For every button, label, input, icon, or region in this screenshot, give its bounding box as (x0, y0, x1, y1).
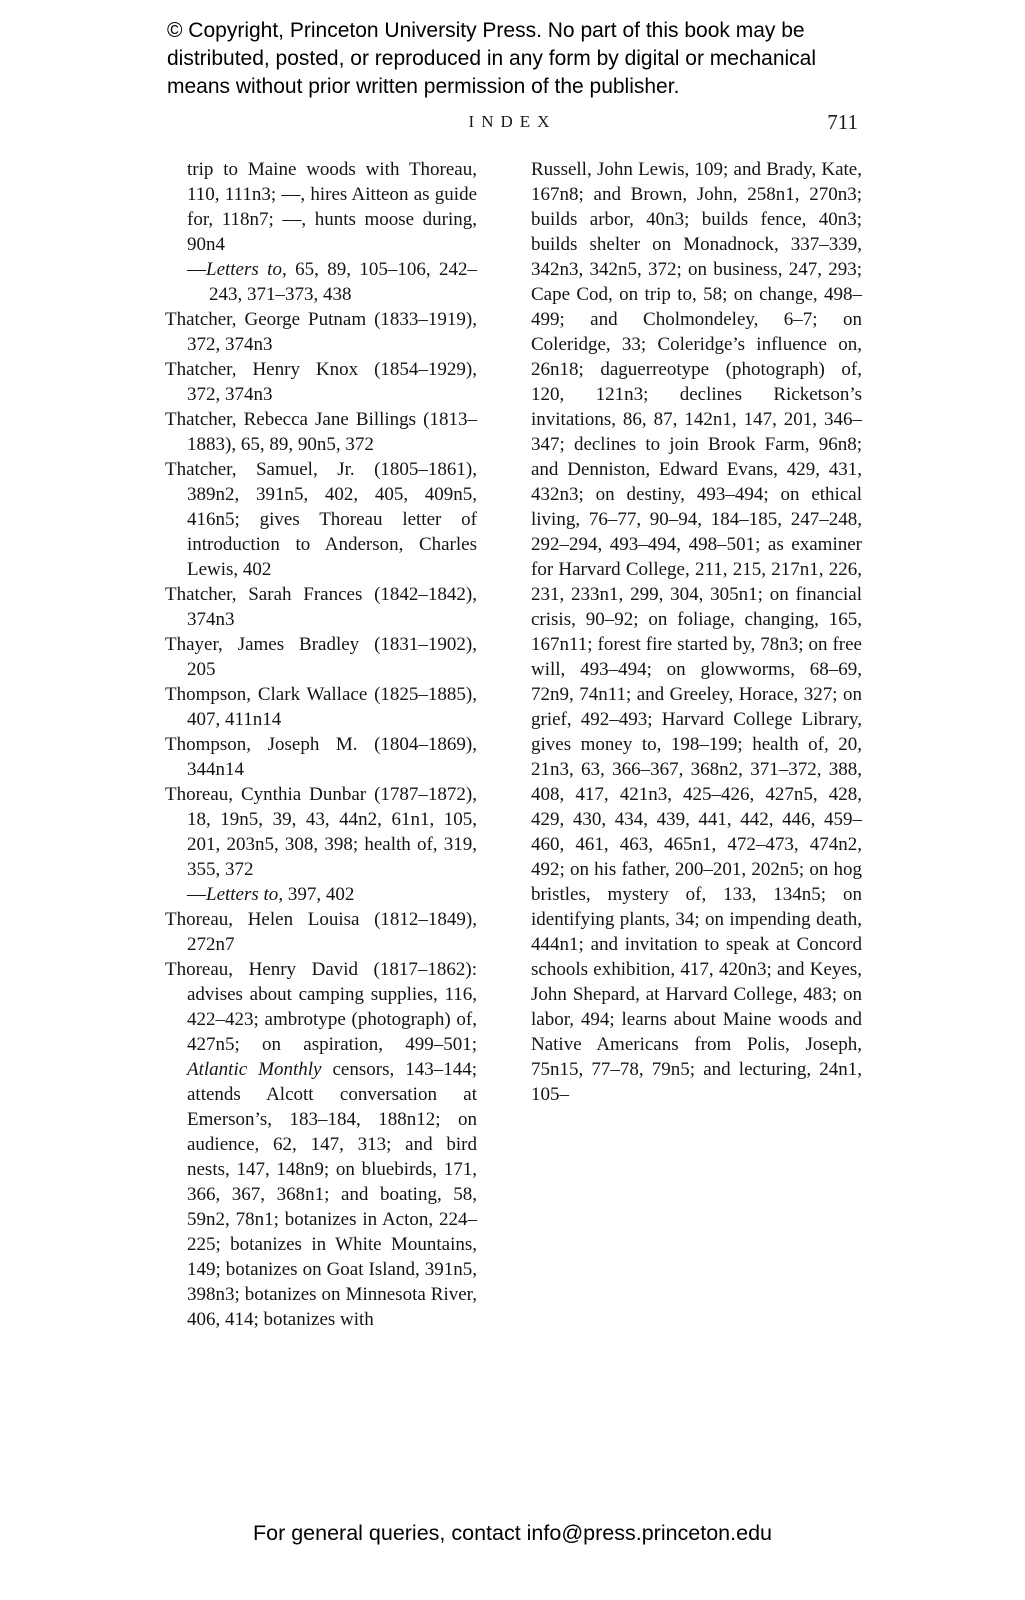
page-number: 711 (827, 110, 858, 134)
index-entry-italic-text: Letters to (206, 884, 279, 905)
index-entry-text: Thoreau, Henry David (1817–1862): advises about camping supplies, 116, 422–423; ambrotype (photograph) of, 427n5; on aspiration, 499–501; (165, 959, 477, 1055)
copyright-line: means without prior written permission of the publisher. (167, 75, 680, 98)
copyright-line: distributed, posted, or reproduced in any form by digital or mechanical (167, 47, 817, 70)
index-entry (165, 957, 477, 1332)
index-entry (165, 782, 477, 882)
index-left-column (165, 157, 477, 1332)
index-entry (165, 307, 477, 357)
copyright-line: © Copyright, Princeton University Press. No part of this book may be (167, 19, 805, 42)
index-entry-text: Thatcher, Henry Knox (1854–1929), 372, 374n3 (165, 359, 477, 405)
index-entry-text: Thatcher, Samuel, Jr. (1805–1861), 389n2, 391n5, 402, 405, 409n5, 416n5; gives Thoreau letter of introduction to Anderson, Charles Lewis, 402 (165, 459, 477, 580)
index-entry (165, 357, 477, 407)
index-entry (165, 632, 477, 682)
index-entry (165, 582, 477, 632)
index-entry (165, 457, 477, 582)
index-entry-text: censors, 143–144; attends Alcott conversation at Emerson’s, 183–184, 188n12; on audience, 62, 147, 313; and bird nests, 147, 148n9; on bluebirds, 171, 366, 367, 368n1; and boating, 58, 59n2, 78n1; botanizes in Acton, 224–225; botanizes in White Mountains, 149; botanizes on Goat Island, 391n5, 398n3; botanizes on Minnesota River, 406, 414; botanizes with (187, 1059, 477, 1330)
index-entry (165, 732, 477, 782)
index-entry-text: Thatcher, Rebecca Jane Billings (1813–1883), 65, 89, 90n5, 372 (165, 409, 477, 455)
index-columns (165, 157, 862, 1332)
index-entry (165, 682, 477, 732)
index-entry (165, 407, 477, 457)
index-entry-text: , 397, 402 (278, 884, 355, 905)
index-entry (165, 882, 477, 907)
index-entry (165, 157, 477, 257)
index-title: INDEX (468, 112, 557, 131)
index-entry-italic-text: Atlantic Monthly (187, 1059, 322, 1080)
index-right-column (531, 157, 862, 1332)
index-entry-text: Thompson, Joseph M. (1804–1869), 344n14 (165, 734, 477, 780)
index-entry-italic-text: Letters to (206, 259, 282, 280)
index-entry (531, 157, 862, 1107)
index-entry (165, 257, 477, 307)
footer-contact: For general queries, contact info@press.princeton.edu (252, 1521, 772, 1545)
index-entry-text: trip to Maine woods with Thoreau, 110, 111n3; —, hires Aitteon as guide for, 118n7; —, hunts moose during, 90n4 (187, 159, 477, 255)
copyright-notice (167, 17, 857, 101)
index-entry-text: — (187, 259, 206, 280)
index-entry-text: Thatcher, Sarah Frances (1842–1842), 374n3 (165, 584, 477, 630)
index-entry-text: Thoreau, Helen Louisa (1812–1849), 272n7 (165, 909, 477, 955)
index-entry-text: Thatcher, George Putnam (1833–1919), 372, 374n3 (165, 309, 477, 355)
index-entry-text: Thoreau, Cynthia Dunbar (1787–1872), 18, 19n5, 39, 43, 44n2, 61n1, 105, 201, 203n5, 308, 398; health of, 319, 355, 372 (165, 784, 477, 880)
index-entry-text: Russell, John Lewis, 109; and Brady, Kate, 167n8; and Brown, John, 258n1, 270n3; builds arbor, 40n3; builds fence, 40n3; builds shelter on Monadnock, 337–339, 342n3, 342n5, 372; on business, 247, 293; Cape Cod, on trip to, 58; on change, 498–499; and Cholmondeley, 6–7; on Coleridge, 33; Coleridge’s influence on, 26n18; daguerreotype (photograph) of, 120, 121n3; declines Ricketson’s invitations, 86, 87, 142n1, 147, 201, 346–347; declines to join Brook Farm, 96n8; and Denniston, Edward Evans, 429, 431, 432n3; on destiny, 493–494; on ethical living, 76–77, 90–94, 184–185, 247–248, 292–294, 493–494, 498–501; as examiner for Harvard College, 211, 215, 217n1, 226, 231, 233n1, 299, 304, 305n1; on financial crisis, 90–92; on foliage, changing, 165, 167n11; forest fire started by, 78n3; on free will, 493–494; on glowworms, 68–69, 72n9, 74n11; and Greeley, Horace, 327; on grief, 492–493; Harvard College Library, gives money to, 198–199; health of, 20, 21n3, 63, 366–367, 368n2, 371–372, 388, 408, 417, 421n3, 425–426, 427n5, 428, 429, 430, 434, 439, 441, 442, 446, 459–460, 461, 463, 465n1, 472–473, 474n2, 492; on his father, 200–201, 202n5; on hog bristles, mystery of, 133, 134n5; on identifying plants, 34; on impending death, 444n1; and invitation to speak at Concord schools exhibition, 417, 420n3; and Keyes, John Shepard, at Harvard College, 483; on labor, 494; learns about Maine woods and Native Americans from Polis, Joseph, 75n15, 77–78, 79n5; and lecturing, 24n1, 105– (531, 159, 862, 1105)
index-entry (165, 907, 477, 957)
page-header (165, 110, 860, 138)
index-entry-text: Thompson, Clark Wallace (1825–1885), 407, 411n14 (165, 684, 477, 730)
index-entry-text: — (187, 884, 206, 905)
index-entry-text: Thayer, James Bradley (1831–1902), 205 (165, 634, 477, 680)
index-entry-text: , 65, 89, 105–106, 242–243, 371–373, 438 (209, 259, 478, 305)
